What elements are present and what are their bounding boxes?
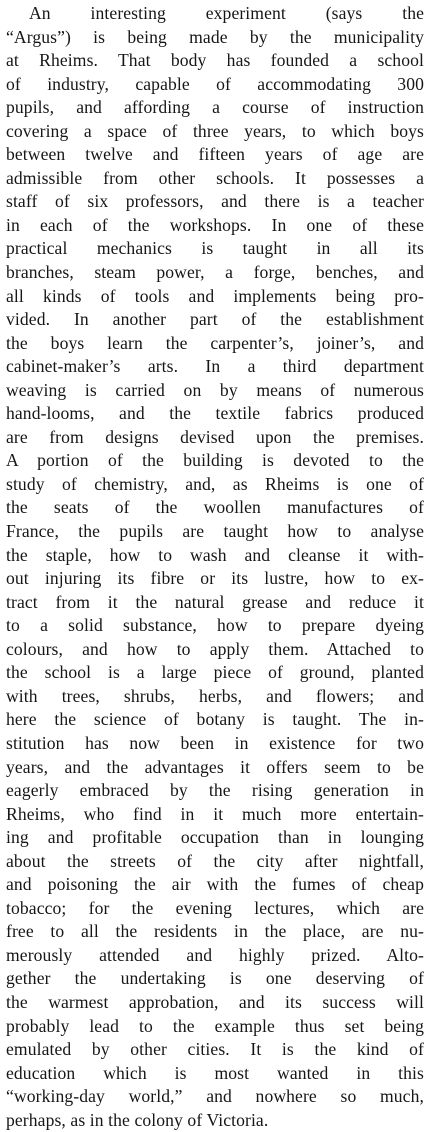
article-line: tobacco; for the evening lectures, which are [6,897,424,918]
article-line: years, and the advantages it offers seem to be [6,756,424,777]
article-line: the seats of the woollen manufactures of [6,497,424,518]
article-line: France, the pupils are taught how to analyse [6,521,424,542]
article-line: staff of six professors, and there is a teacher [6,191,424,212]
article-line: emulated by other cities. It is the kind of [6,1039,424,1060]
article-line: Rheims, who find in it much more entertain- [6,803,424,824]
article-line: all kinds of tools and implements being pro- [6,285,424,306]
article-line: colours, and how to apply them. Attached to [6,638,424,659]
article-line: the staple, how to wash and cleanse it with- [6,544,424,565]
article-line: of industry, capable of accommodating 300 [6,73,424,94]
article-line: out injuring its fibre or its lustre, how to ex- [6,568,424,589]
article-line: are from designs devised upon the premises. [6,426,424,447]
article-line: weaving is carried on by means of numerous [6,379,424,400]
article-line: eagerly embraced by the rising generation in [6,780,424,801]
article-line: tract from it the natural grease and reduce it [6,591,424,612]
article-line: the school is a large piece of ground, planted [6,662,424,683]
article-line: merously attended and highly prized. Alto- [6,944,424,965]
article-line: perhaps, as in the colony of Victoria. [6,1109,269,1130]
article-line: An interesting experiment (says the [29,3,424,23]
article-line: stitution has now been in existence for two [6,732,424,753]
article-line: admissible from other schools. It possesses a [6,167,424,188]
article-line: free to all the residents in the place, are nu- [6,921,424,942]
article-line: the warmest approbation, and its success will [6,991,424,1012]
article-line: “Argus”) is being made by the municipality [6,26,424,47]
article-line: covering a space of three years, to which boys [6,120,424,141]
article-line: hand-looms, and the textile fabrics produced [6,403,424,424]
article-line: and poisoning the air with the fumes of cheap [6,874,424,895]
article-line: pupils, and affording a course of instruction [6,97,424,118]
article-line: gether the undertaking is one deserving of [6,968,424,989]
article-line: to a solid substance, how to prepare dyeing [6,615,424,636]
article-line: here the science of botany is taught. The in- [6,709,424,730]
article-line: about the streets of the city after nightfall, [6,850,424,871]
article-line: practical mechanics is taught in all its [6,238,424,259]
article-line: branches, steam power, a forge, benches, and [6,262,424,283]
article-line: cabinet-maker’s arts. In a third department [6,356,424,377]
article-line: vided. In another part of the establishment [6,309,424,330]
article-line: the boys learn the carpenter’s, joiner’s, and [6,332,424,353]
article-line: “working-day world,” and nowhere so much, [6,1086,424,1107]
article-line: at Rheims. That body has founded a school [6,50,424,71]
article-line: ing and profitable occupation than in lounging [6,827,424,848]
article-line: with trees, shrubs, herbs, and flowers; and [6,685,424,706]
article-line: probably lead to the example thus set being [6,1015,424,1036]
article-line: study of chemistry, and, as Rheims is one of [6,473,424,494]
article-line: in each of the workshops. In one of these [6,214,424,235]
article-line: A portion of the building is devoted to the [6,450,424,471]
article-line: education which is most wanted in this [6,1062,424,1083]
article-line: between twelve and fifteen years of age are [6,144,424,165]
